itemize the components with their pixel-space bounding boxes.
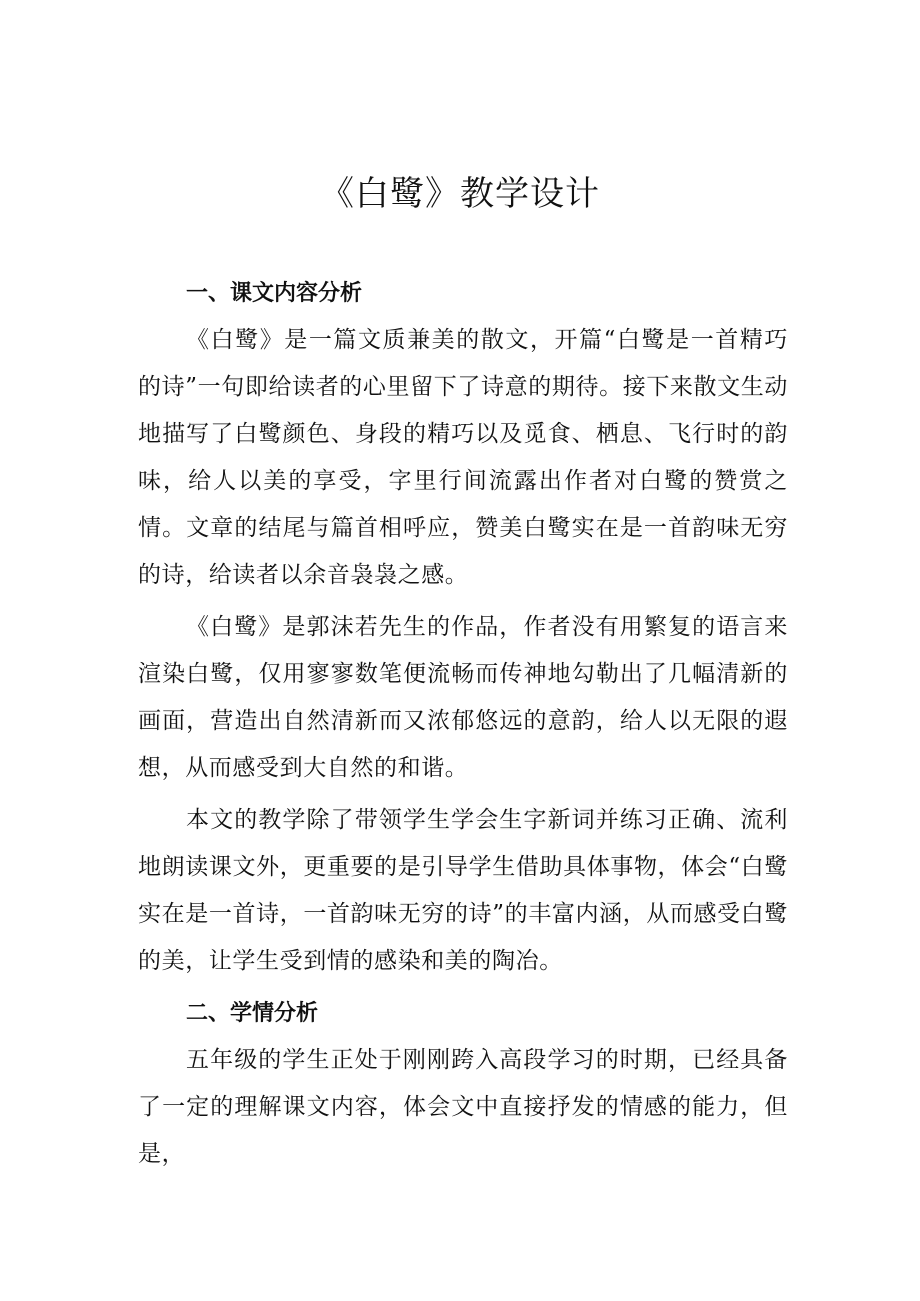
paragraph: 《白鹭》是一篇文质兼美的散文，开篇“白鹭是一首精巧的诗”一句即给读者的心里留下了诗意的期待。接下来散文生动地描写了白鹭颜色、身段的精巧以及觅食、栖息、飞行时的韵味，给人以美的享受，字里行间流露出作者对白鹭的赞赏之情。文章的结尾与篇首相呼应，赞美白鹭实在是一首韵味无穷的诗，给读者以余音袅袅之感。 [138, 327, 788, 588]
paragraph: 《白鹭》是郭沫若先生的作品，作者没有用繁复的语言来渲染白鹭，仅用寥寥数笔便流畅而传神地勾勒出了几幅清新的画面，营造出自然清新而又浓郁悠远的意韵，给人以无限的遐想，从而感受到大自然的和谐。 [138, 614, 788, 781]
paragraph: 五年级的学生正处于刚刚跨入高段学习的时期，已经具备了一定的理解课文内容，体会文中直接抒发的情感的能力，但是， [138, 1047, 788, 1167]
section-heading-student-analysis: 二、学情分析 [186, 1001, 319, 1026]
page-title: 《白鹭》教学设计 [320, 174, 600, 214]
paragraph: 本文的教学除了带领学生学会生字新词并练习正确、流利地朗读课文外，更重要的是引导学生借助具体事物，体会“白鹭实在是一首诗，一首韵味无穷的诗”的丰富内涵，从而感受白鹭的美，让学生受到情的感染和美的陶冶。 [138, 807, 788, 974]
document-body [138, 270, 788, 1183]
section-heading-content-analysis: 一、课文内容分析 [186, 281, 363, 306]
